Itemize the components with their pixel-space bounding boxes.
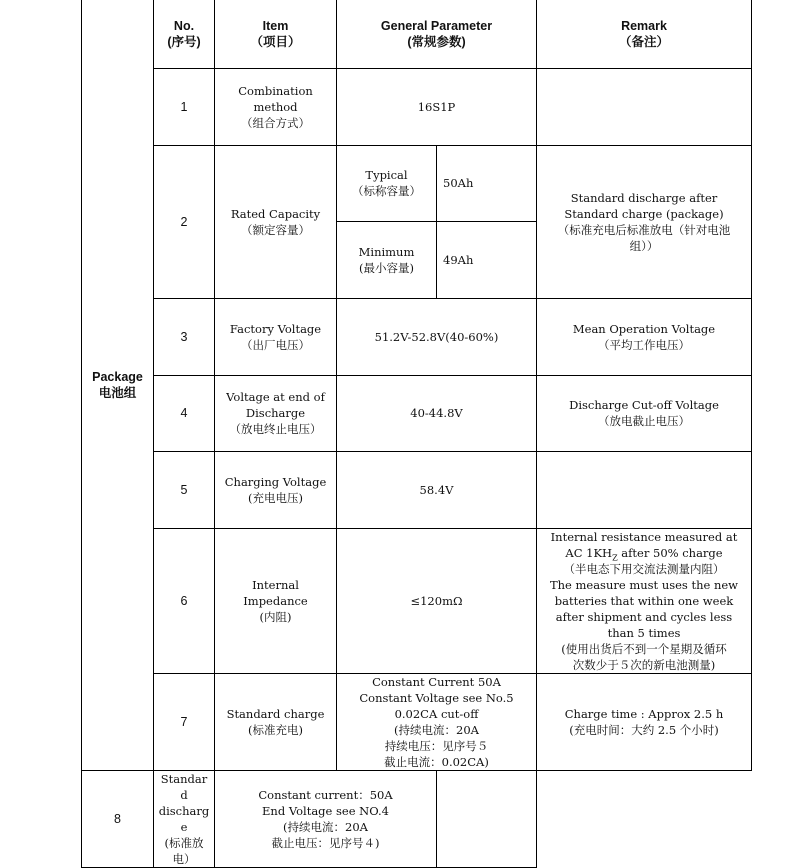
row-remark: [537, 451, 752, 528]
param-line: (持续电流：20A: [283, 819, 368, 834]
item-line: （额定容量）: [241, 222, 310, 237]
remark-line: than 5 times: [607, 625, 681, 640]
minimum-label: [337, 221, 437, 298]
remark-line: （平均工作电压）: [598, 337, 690, 352]
row-remark: [537, 298, 752, 375]
header-remark-cn: （备注）: [618, 34, 669, 49]
item-line: Standard charge: [226, 706, 325, 721]
param-line: End Voltage see NO.4: [262, 803, 389, 818]
remark-subscript: Z: [612, 552, 618, 562]
param-line: 截止电压：见序号４): [271, 835, 380, 850]
table-row: [82, 528, 752, 673]
remark-text: AC 1KH: [565, 545, 613, 560]
item-line: Standard: [160, 771, 208, 802]
remark-line: （标准充电后标准放电（针对电池: [557, 222, 731, 237]
param-line: 持续电压：见序号５: [384, 738, 489, 753]
row-number: 6: [154, 528, 215, 673]
remark-text: after 50% charge: [617, 545, 723, 560]
param-line: 截止电流：0.02CA): [384, 754, 489, 769]
table-row: [82, 145, 752, 221]
header-item: [215, 0, 337, 68]
row-item: [215, 528, 337, 673]
item-line: (充电电压): [248, 490, 303, 505]
remark-line: Discharge Cut-off Voltage: [569, 398, 719, 412]
row-item: [215, 298, 337, 375]
remark-line: 组））: [629, 238, 659, 253]
row-item: [215, 451, 337, 528]
row-number: 7: [154, 673, 215, 770]
item-line: Combination: [238, 83, 313, 98]
remark-line: （半电态下用交流法测量内阻）: [563, 561, 725, 576]
param-line: Constant current：50A: [258, 787, 393, 802]
item-line: （放电终止电压）: [229, 422, 322, 436]
header-param: [337, 0, 537, 68]
item-line: (内阻): [259, 609, 292, 624]
row-param: 51.2V-52.8V(40-60%): [337, 298, 537, 375]
remark-line: Internal resistance measured at: [550, 529, 738, 544]
row-param: 40-44.8V: [337, 375, 537, 451]
remark-line: Mean Operation Voltage: [572, 321, 716, 336]
row-number: 5: [154, 451, 215, 528]
remark-line: after shipment and cycles less: [555, 609, 733, 624]
remark-line: （放电截止电压）: [598, 414, 690, 428]
item-line: Discharge: [245, 406, 306, 420]
table-row: [82, 673, 752, 770]
row-number: 3: [154, 298, 215, 375]
item-line: （组合方式）: [241, 115, 310, 130]
header-no: [154, 0, 215, 68]
row-item: [215, 375, 337, 451]
label-line: Minimum: [358, 244, 415, 259]
remark-line: batteries that within one week: [554, 593, 734, 608]
header-no-cn: (序号): [167, 34, 201, 49]
row-number: 1: [154, 68, 215, 145]
header-param-cn: (常规参数): [407, 34, 466, 49]
table-row: [82, 770, 752, 867]
remark-line: Standard discharge after: [570, 190, 718, 205]
row-number: 8: [82, 770, 154, 867]
label-line: （标称容量）: [352, 184, 421, 198]
param-line: Constant Current 50A: [372, 674, 501, 689]
row-remark: [537, 528, 752, 673]
row-item: [215, 145, 337, 298]
item-line: discharge: [158, 803, 210, 834]
row-number: 2: [154, 145, 215, 298]
row-param: 16S1P: [337, 68, 537, 145]
param-line: (持续电流：20A: [394, 722, 479, 737]
row-remark: [537, 673, 752, 770]
header-remark: [537, 0, 752, 68]
package-group-cell: [82, 0, 154, 770]
item-line: Impedance: [243, 593, 308, 608]
item-line: Rated Capacity: [230, 206, 321, 221]
row-remark: [437, 770, 537, 867]
typical-label: [337, 145, 437, 221]
item-line: Factory Voltage: [229, 321, 322, 336]
row-param: 58.4V: [337, 451, 537, 528]
item-line: (标准放电）: [164, 835, 204, 866]
minimum-value: 49Ah: [437, 221, 537, 298]
remark-line: Charge time : Approx 2.5 h: [564, 706, 724, 721]
header-remark-en: Remark: [621, 18, 667, 33]
item-line: method: [253, 99, 298, 114]
row-remark: [537, 145, 752, 298]
table-row: [82, 375, 752, 451]
table-row: [82, 68, 752, 145]
remark-line: The measure must uses the new: [549, 577, 739, 592]
row-remark: [537, 375, 752, 451]
header-row: [82, 0, 752, 68]
spec-table: [81, 0, 752, 868]
row-param: [337, 673, 537, 770]
param-line: Constant Voltage see No.5: [359, 690, 514, 705]
row-param: ≤120mΩ: [337, 528, 537, 673]
table-row: [82, 298, 752, 375]
item-line: Voltage at end of: [226, 390, 325, 404]
header-item-cn: （项目）: [250, 34, 301, 49]
table-row: [82, 451, 752, 528]
header-no-en: No.: [173, 18, 195, 33]
row-item: [215, 68, 337, 145]
label-line: (最小容量): [359, 260, 414, 275]
remark-line: [541, 545, 747, 561]
row-remark: [537, 68, 752, 145]
label-line: Typical: [365, 168, 408, 182]
row-param: [215, 770, 437, 867]
item-line: Charging Voltage: [224, 474, 327, 489]
row-item: [154, 770, 215, 867]
package-label-cn: 电池组: [98, 385, 137, 400]
header-item-en: Item: [262, 18, 289, 33]
item-line: （出厂电压）: [241, 337, 310, 352]
param-line: 0.02CA cut-off: [394, 706, 479, 721]
remark-line: 次数少于５次的新电池测量): [572, 657, 716, 672]
item-line: Internal: [252, 577, 299, 592]
row-number: 4: [154, 375, 215, 451]
package-label: Package: [92, 369, 143, 384]
header-param-en: General Parameter: [380, 18, 493, 33]
remark-line: (使用出货后不到一个星期及循环: [561, 641, 727, 656]
remark-line: (充电时间：大约 2.5 个小时): [569, 722, 719, 737]
remark-line: Standard charge (package): [564, 206, 724, 221]
row-item: [215, 673, 337, 770]
item-line: (标准充电): [248, 722, 303, 737]
typical-value: 50Ah: [437, 145, 537, 221]
